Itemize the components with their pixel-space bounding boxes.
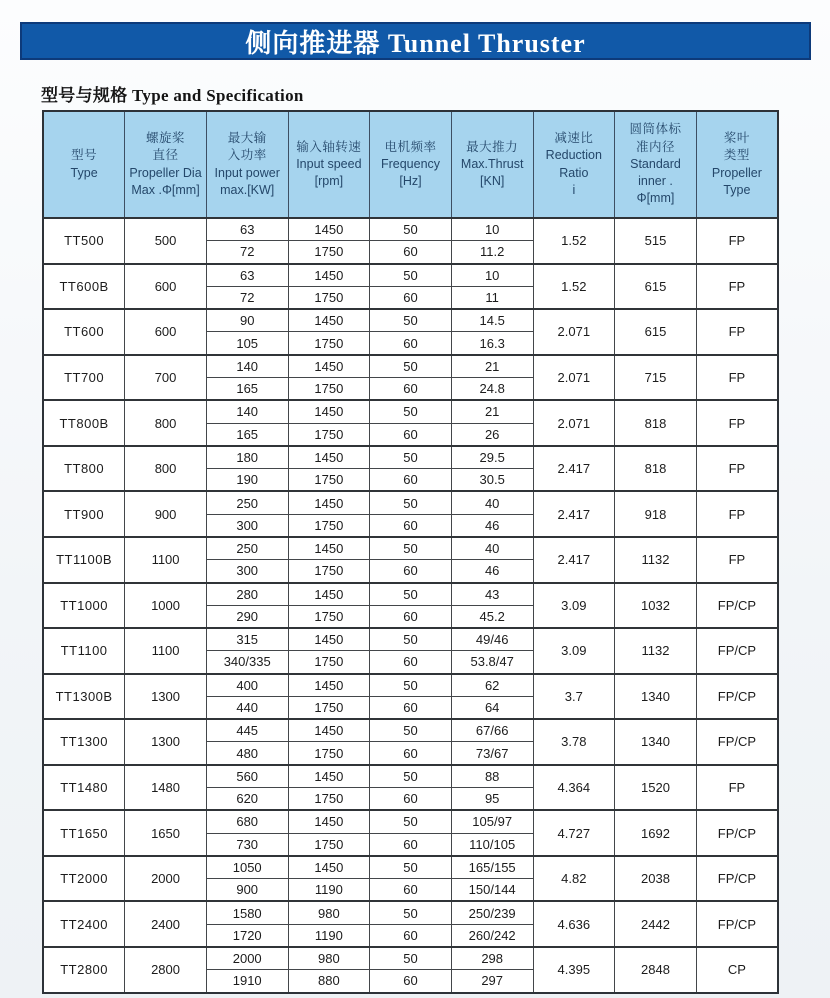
- cell-speed: 1750: [288, 605, 370, 628]
- cell-power: 280: [206, 583, 288, 606]
- cell-thrust: 250/239: [451, 901, 533, 924]
- cell-freq: 60: [370, 651, 452, 674]
- cell-thrust: 49/46: [451, 628, 533, 651]
- cell-freq: 60: [370, 788, 452, 811]
- cell-prop: FP: [696, 264, 778, 310]
- cell-freq: 50: [370, 628, 452, 651]
- cell-thrust: 29.5: [451, 446, 533, 469]
- cell-power: 900: [206, 879, 288, 902]
- cell-speed: 1750: [288, 651, 370, 674]
- cell-dia: 800: [125, 446, 207, 492]
- cell-inner: 1340: [615, 674, 697, 720]
- cell-thrust: 62: [451, 674, 533, 697]
- cell-type: TT700: [43, 355, 125, 401]
- cell-inner: 818: [615, 446, 697, 492]
- column-header-freq: [370, 111, 452, 218]
- column-header-power: [206, 111, 288, 218]
- header-line: 桨叶: [723, 131, 750, 145]
- cell-speed: 1450: [288, 765, 370, 788]
- cell-prop: FP: [696, 537, 778, 583]
- cell-freq: 50: [370, 491, 452, 514]
- cell-speed: 1190: [288, 924, 370, 947]
- cell-freq: 60: [370, 970, 452, 993]
- header-line: 最大推力: [466, 139, 519, 154]
- cell-inner: 715: [615, 355, 697, 401]
- cell-speed: 1450: [288, 446, 370, 469]
- header-line: inner .: [638, 174, 673, 189]
- cell-freq: 50: [370, 901, 452, 924]
- cell-freq: 50: [370, 719, 452, 742]
- cell-speed: 1450: [288, 400, 370, 423]
- cell-power: 90: [206, 309, 288, 332]
- header-line: Type: [723, 182, 751, 197]
- cell-inner: 615: [615, 264, 697, 310]
- header-line: 入功率: [227, 148, 267, 163]
- cell-prop: FP: [696, 446, 778, 492]
- cell-power: 1580: [206, 901, 288, 924]
- cell-prop: FP/CP: [696, 901, 778, 947]
- header-line: 电机频率: [384, 139, 437, 154]
- cell-prop: FP/CP: [696, 810, 778, 856]
- cell-type: TT500: [43, 218, 125, 264]
- cell-type: TT1100B: [43, 537, 125, 583]
- cell-dia: 1650: [125, 810, 207, 856]
- cell-type: TT1300B: [43, 674, 125, 720]
- cell-prop: FP: [696, 765, 778, 811]
- cell-freq: 60: [370, 377, 452, 400]
- cell-prop: FP: [696, 400, 778, 446]
- cell-power: 180: [206, 446, 288, 469]
- cell-type: TT1480: [43, 765, 125, 811]
- cell-speed: 1450: [288, 628, 370, 651]
- cell-ratio: 3.78: [533, 719, 615, 765]
- cell-inner: 2442: [615, 901, 697, 947]
- header-line: Max .Φ[mm]: [131, 182, 200, 197]
- cell-thrust: 24.8: [451, 377, 533, 400]
- cell-dia: 500: [125, 218, 207, 264]
- cell-thrust: 26: [451, 423, 533, 446]
- header-line: i: [572, 182, 576, 197]
- cell-speed: 1750: [288, 696, 370, 719]
- header-line: 减速比: [554, 131, 594, 145]
- cell-speed: 1450: [288, 264, 370, 287]
- cell-speed: 1450: [288, 218, 370, 241]
- header-line: 螺旋桨: [146, 131, 186, 145]
- cell-power: 165: [206, 423, 288, 446]
- cell-freq: 50: [370, 218, 452, 241]
- cell-thrust: 40: [451, 491, 533, 514]
- cell-freq: 60: [370, 605, 452, 628]
- header-line: max.[KW]: [220, 182, 275, 197]
- cell-freq: 60: [370, 879, 452, 902]
- cell-speed: 1450: [288, 810, 370, 833]
- cell-thrust: 53.8/47: [451, 651, 533, 674]
- header-line: Standard: [630, 156, 681, 171]
- cell-power: 560: [206, 765, 288, 788]
- cell-inner: 1132: [615, 537, 697, 583]
- cell-speed: 1450: [288, 719, 370, 742]
- table-row: [43, 810, 778, 833]
- cell-type: TT600B: [43, 264, 125, 310]
- cell-thrust: 95: [451, 788, 533, 811]
- header-line: Input speed: [296, 156, 362, 171]
- cell-dia: 600: [125, 309, 207, 355]
- cell-type: TT1000: [43, 583, 125, 629]
- column-header-dia: [125, 111, 207, 218]
- cell-ratio: 3.09: [533, 628, 615, 674]
- cell-ratio: 4.395: [533, 947, 615, 993]
- cell-freq: 50: [370, 810, 452, 833]
- table-row: [43, 583, 778, 606]
- table-row: [43, 446, 778, 469]
- table-row: [43, 264, 778, 287]
- cell-power: 140: [206, 400, 288, 423]
- cell-speed: 1190: [288, 879, 370, 902]
- cell-ratio: 4.727: [533, 810, 615, 856]
- cell-ratio: 2.417: [533, 446, 615, 492]
- header-line: 准内径: [635, 139, 675, 154]
- cell-dia: 1100: [125, 628, 207, 674]
- column-header-prop: [696, 111, 778, 218]
- cell-ratio: 2.071: [533, 355, 615, 401]
- cell-dia: 700: [125, 355, 207, 401]
- cell-freq: 60: [370, 924, 452, 947]
- cell-inner: 1520: [615, 765, 697, 811]
- cell-inner: 1340: [615, 719, 697, 765]
- cell-prop: FP: [696, 309, 778, 355]
- cell-inner: 1692: [615, 810, 697, 856]
- cell-freq: 60: [370, 560, 452, 583]
- cell-type: TT2400: [43, 901, 125, 947]
- header-line: Propeller: [711, 165, 762, 180]
- header-line: 直径: [152, 148, 179, 163]
- header-line: Max.Thrust: [460, 156, 524, 171]
- cell-thrust: 110/105: [451, 833, 533, 856]
- cell-type: TT1100: [43, 628, 125, 674]
- column-header-ratio: [533, 111, 615, 218]
- table-row: [43, 491, 778, 514]
- cell-freq: 60: [370, 469, 452, 492]
- cell-prop: FP/CP: [696, 856, 778, 902]
- cell-ratio: 2.417: [533, 537, 615, 583]
- table-row: [43, 309, 778, 332]
- specification-table: [42, 110, 779, 994]
- cell-freq: 50: [370, 400, 452, 423]
- cell-power: 140: [206, 355, 288, 378]
- cell-freq: 50: [370, 674, 452, 697]
- cell-speed: 1750: [288, 377, 370, 400]
- cell-speed: 1750: [288, 469, 370, 492]
- cell-freq: 50: [370, 765, 452, 788]
- page-title: 侧向推进器 Tunnel Thruster: [245, 28, 586, 58]
- header-line: 型号: [71, 148, 98, 163]
- table-row: [43, 218, 778, 241]
- cell-speed: 980: [288, 947, 370, 970]
- cell-type: TT2000: [43, 856, 125, 902]
- cell-prop: FP/CP: [696, 674, 778, 720]
- cell-dia: 1300: [125, 674, 207, 720]
- cell-power: 250: [206, 491, 288, 514]
- table-row: [43, 856, 778, 879]
- cell-freq: 50: [370, 309, 452, 332]
- cell-type: TT900: [43, 491, 125, 537]
- cell-thrust: 40: [451, 537, 533, 560]
- cell-ratio: 2.071: [533, 400, 615, 446]
- cell-power: 340/335: [206, 651, 288, 674]
- cell-thrust: 46: [451, 514, 533, 537]
- cell-type: TT2800: [43, 947, 125, 993]
- cell-type: TT800: [43, 446, 125, 492]
- cell-power: 440: [206, 696, 288, 719]
- cell-thrust: 64: [451, 696, 533, 719]
- cell-speed: 1750: [288, 286, 370, 309]
- cell-speed: 880: [288, 970, 370, 993]
- cell-speed: 1750: [288, 514, 370, 537]
- cell-thrust: 43: [451, 583, 533, 606]
- cell-inner: 918: [615, 491, 697, 537]
- cell-thrust: 45.2: [451, 605, 533, 628]
- title-bar: [20, 22, 811, 60]
- header-line: Reduction: [545, 148, 602, 163]
- header-line: 输入轴转速: [296, 139, 362, 154]
- cell-power: 680: [206, 810, 288, 833]
- cell-speed: 1750: [288, 241, 370, 264]
- cell-ratio: 3.7: [533, 674, 615, 720]
- cell-power: 63: [206, 218, 288, 241]
- cell-freq: 50: [370, 355, 452, 378]
- cell-speed: 1450: [288, 583, 370, 606]
- cell-speed: 1450: [288, 355, 370, 378]
- header-line: Ratio: [559, 165, 589, 180]
- cell-power: 445: [206, 719, 288, 742]
- cell-power: 290: [206, 605, 288, 628]
- cell-power: 63: [206, 264, 288, 287]
- cell-dia: 1100: [125, 537, 207, 583]
- header-line: Φ[mm]: [636, 191, 675, 206]
- cell-dia: 800: [125, 400, 207, 446]
- cell-power: 1910: [206, 970, 288, 993]
- cell-freq: 60: [370, 742, 452, 765]
- cell-power: 400: [206, 674, 288, 697]
- cell-freq: 60: [370, 696, 452, 719]
- cell-thrust: 14.5: [451, 309, 533, 332]
- header-line: 类型: [723, 148, 750, 163]
- cell-type: TT800B: [43, 400, 125, 446]
- header-line: 最大输: [227, 131, 267, 145]
- cell-speed: 1450: [288, 491, 370, 514]
- header-line: [KN]: [480, 174, 505, 189]
- table-row: [43, 355, 778, 378]
- cell-power: 1050: [206, 856, 288, 879]
- cell-prop: FP/CP: [696, 583, 778, 629]
- header-line: Propeller Dia: [129, 165, 202, 180]
- cell-dia: 900: [125, 491, 207, 537]
- cell-freq: 50: [370, 264, 452, 287]
- cell-inner: 515: [615, 218, 697, 264]
- cell-speed: 1750: [288, 423, 370, 446]
- cell-thrust: 11.2: [451, 241, 533, 264]
- cell-speed: 1750: [288, 788, 370, 811]
- cell-inner: 2038: [615, 856, 697, 902]
- table-row: [43, 537, 778, 560]
- cell-freq: 50: [370, 856, 452, 879]
- cell-speed: 1750: [288, 560, 370, 583]
- cell-inner: 1032: [615, 583, 697, 629]
- table-row: [43, 628, 778, 651]
- cell-thrust: 16.3: [451, 332, 533, 355]
- column-header-thrust: [451, 111, 533, 218]
- cell-thrust: 165/155: [451, 856, 533, 879]
- cell-dia: 1480: [125, 765, 207, 811]
- cell-speed: 980: [288, 901, 370, 924]
- cell-power: 1720: [206, 924, 288, 947]
- cell-freq: 50: [370, 583, 452, 606]
- header-line: [rpm]: [314, 174, 344, 189]
- cell-ratio: 4.636: [533, 901, 615, 947]
- cell-thrust: 298: [451, 947, 533, 970]
- cell-inner: 1132: [615, 628, 697, 674]
- cell-freq: 50: [370, 947, 452, 970]
- cell-freq: 60: [370, 423, 452, 446]
- cell-thrust: 46: [451, 560, 533, 583]
- cell-power: 620: [206, 788, 288, 811]
- cell-dia: 1000: [125, 583, 207, 629]
- column-header-type: [43, 111, 125, 218]
- cell-thrust: 21: [451, 400, 533, 423]
- cell-power: 2000: [206, 947, 288, 970]
- cell-power: 480: [206, 742, 288, 765]
- cell-freq: 60: [370, 286, 452, 309]
- cell-speed: 1750: [288, 332, 370, 355]
- cell-ratio: 2.071: [533, 309, 615, 355]
- cell-dia: 2000: [125, 856, 207, 902]
- cell-power: 105: [206, 332, 288, 355]
- header-line: Input power: [214, 165, 280, 180]
- cell-freq: 60: [370, 332, 452, 355]
- cell-thrust: 88: [451, 765, 533, 788]
- cell-ratio: 4.82: [533, 856, 615, 902]
- cell-power: 315: [206, 628, 288, 651]
- cell-dia: 2800: [125, 947, 207, 993]
- cell-freq: 50: [370, 537, 452, 560]
- cell-thrust: 150/144: [451, 879, 533, 902]
- cell-prop: FP: [696, 355, 778, 401]
- cell-power: 250: [206, 537, 288, 560]
- cell-type: TT1300: [43, 719, 125, 765]
- table-header: [43, 111, 778, 218]
- cell-power: 300: [206, 514, 288, 537]
- cell-speed: 1450: [288, 309, 370, 332]
- cell-type: TT600: [43, 309, 125, 355]
- cell-power: 300: [206, 560, 288, 583]
- cell-ratio: 4.364: [533, 765, 615, 811]
- cell-thrust: 297: [451, 970, 533, 993]
- cell-thrust: 73/67: [451, 742, 533, 765]
- cell-inner: 615: [615, 309, 697, 355]
- table-row: [43, 901, 778, 924]
- cell-speed: 1450: [288, 674, 370, 697]
- cell-dia: 600: [125, 264, 207, 310]
- cell-power: 72: [206, 241, 288, 264]
- cell-prop: FP: [696, 218, 778, 264]
- cell-freq: 60: [370, 241, 452, 264]
- cell-prop: FP/CP: [696, 719, 778, 765]
- cell-thrust: 11: [451, 286, 533, 309]
- header-line: Frequency: [380, 156, 441, 171]
- cell-thrust: 10: [451, 264, 533, 287]
- cell-speed: 1450: [288, 537, 370, 560]
- cell-freq: 50: [370, 446, 452, 469]
- cell-ratio: 1.52: [533, 264, 615, 310]
- cell-ratio: 1.52: [533, 218, 615, 264]
- cell-thrust: 105/97: [451, 810, 533, 833]
- cell-type: TT1650: [43, 810, 125, 856]
- table-row: [43, 400, 778, 423]
- cell-dia: 2400: [125, 901, 207, 947]
- table-row: [43, 765, 778, 788]
- cell-thrust: 67/66: [451, 719, 533, 742]
- cell-thrust: 10: [451, 218, 533, 241]
- section-heading: 型号与规格 Type and Specification: [41, 86, 304, 105]
- cell-inner: 818: [615, 400, 697, 446]
- table-row: [43, 674, 778, 697]
- cell-speed: 1750: [288, 833, 370, 856]
- cell-thrust: 260/242: [451, 924, 533, 947]
- cell-thrust: 21: [451, 355, 533, 378]
- cell-power: 730: [206, 833, 288, 856]
- header-line: Type: [70, 165, 98, 180]
- cell-ratio: 2.417: [533, 491, 615, 537]
- table-row: [43, 719, 778, 742]
- column-header-speed: [288, 111, 370, 218]
- cell-freq: 60: [370, 514, 452, 537]
- header-line: 圆筒体标: [629, 122, 682, 137]
- cell-inner: 2848: [615, 947, 697, 993]
- cell-ratio: 3.09: [533, 583, 615, 629]
- column-header-inner: [615, 111, 697, 218]
- cell-thrust: 30.5: [451, 469, 533, 492]
- cell-freq: 60: [370, 833, 452, 856]
- cell-speed: 1450: [288, 856, 370, 879]
- cell-power: 165: [206, 377, 288, 400]
- header-line: [Hz]: [399, 174, 422, 189]
- cell-power: 190: [206, 469, 288, 492]
- cell-prop: CP: [696, 947, 778, 993]
- table-row: [43, 947, 778, 970]
- cell-dia: 1300: [125, 719, 207, 765]
- cell-power: 72: [206, 286, 288, 309]
- cell-prop: FP: [696, 491, 778, 537]
- cell-prop: FP/CP: [696, 628, 778, 674]
- cell-speed: 1750: [288, 742, 370, 765]
